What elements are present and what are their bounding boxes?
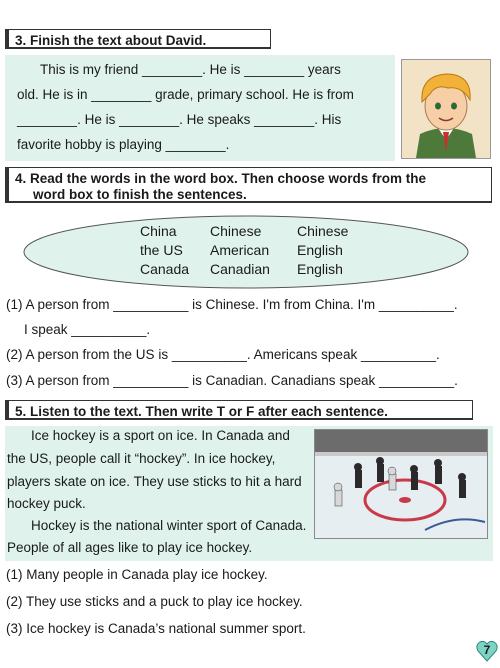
ice-hockey-rink-icon [315,430,487,538]
david-portrait-image [401,59,491,159]
sentence-1-continued: I speak __________. [24,322,151,337]
word-item: English [297,242,343,258]
sentence-2: (2) A person from the US is __________. Americans speak __________. [6,347,440,362]
word-item: Chinese [210,223,262,239]
page-number: 7 [483,643,491,657]
word-item: Canada [140,261,190,277]
passage-line: hockey puck. [7,496,86,511]
section-3-heading: 3. Finish the text about David. [5,29,271,49]
word-item: the US [140,242,183,258]
word-item: Chinese [297,223,349,239]
word-item: China [140,223,177,239]
passage-line: Hockey is the national winter sport of Canada. [31,518,307,533]
section-4-heading-line-1: 4. Read the words in the word box. Then choose words from the [15,171,427,186]
david-text-box [5,55,395,161]
section-4-heading-line-2: word box to finish the sentences. [33,187,247,202]
david-text-line: ________. He is ________. He speaks ________. His [17,112,342,127]
word-item: English [297,261,343,277]
word-item: Canadian [210,261,270,277]
passage-line: the US, people call it “hockey”. In ice hockey, [7,451,276,466]
word-item: American [210,242,270,258]
boy-cartoon-icon [402,60,490,158]
passage-line: Ice hockey is a sport on ice. In Canada and [31,428,290,443]
passage-line: People of all ages like to play ice hockey. [7,540,253,555]
section-4-heading [5,167,492,203]
david-text-line: old. He is in ________ grade, primary school. He is from [17,87,354,102]
david-text-line: This is my friend ________. He is ________ years [40,62,341,77]
passage-line: players skate on ice. They use sticks to hit a hard [7,474,302,489]
david-text-line: favorite hobby is playing ________. [17,137,230,152]
ice-hockey-photo [314,429,488,539]
statement-3: (3) Ice hockey is Canada’s national summer sport. [6,621,306,636]
section-5-heading: 5. Listen to the text. Then write T or F after each sentence. [5,400,473,420]
word-box [20,212,472,292]
sentence-3: (3) A person from __________ is Canadian. Canadians speak __________. [6,373,458,388]
statement-2: (2) They use sticks and a puck to play ice hockey. [6,594,303,609]
page-number-badge [476,639,498,663]
sentence-1: (1) A person from __________ is Chinese. I'm from China. I'm __________. [6,297,458,312]
statement-1: (1) Many people in Canada play ice hockey. [6,567,268,582]
